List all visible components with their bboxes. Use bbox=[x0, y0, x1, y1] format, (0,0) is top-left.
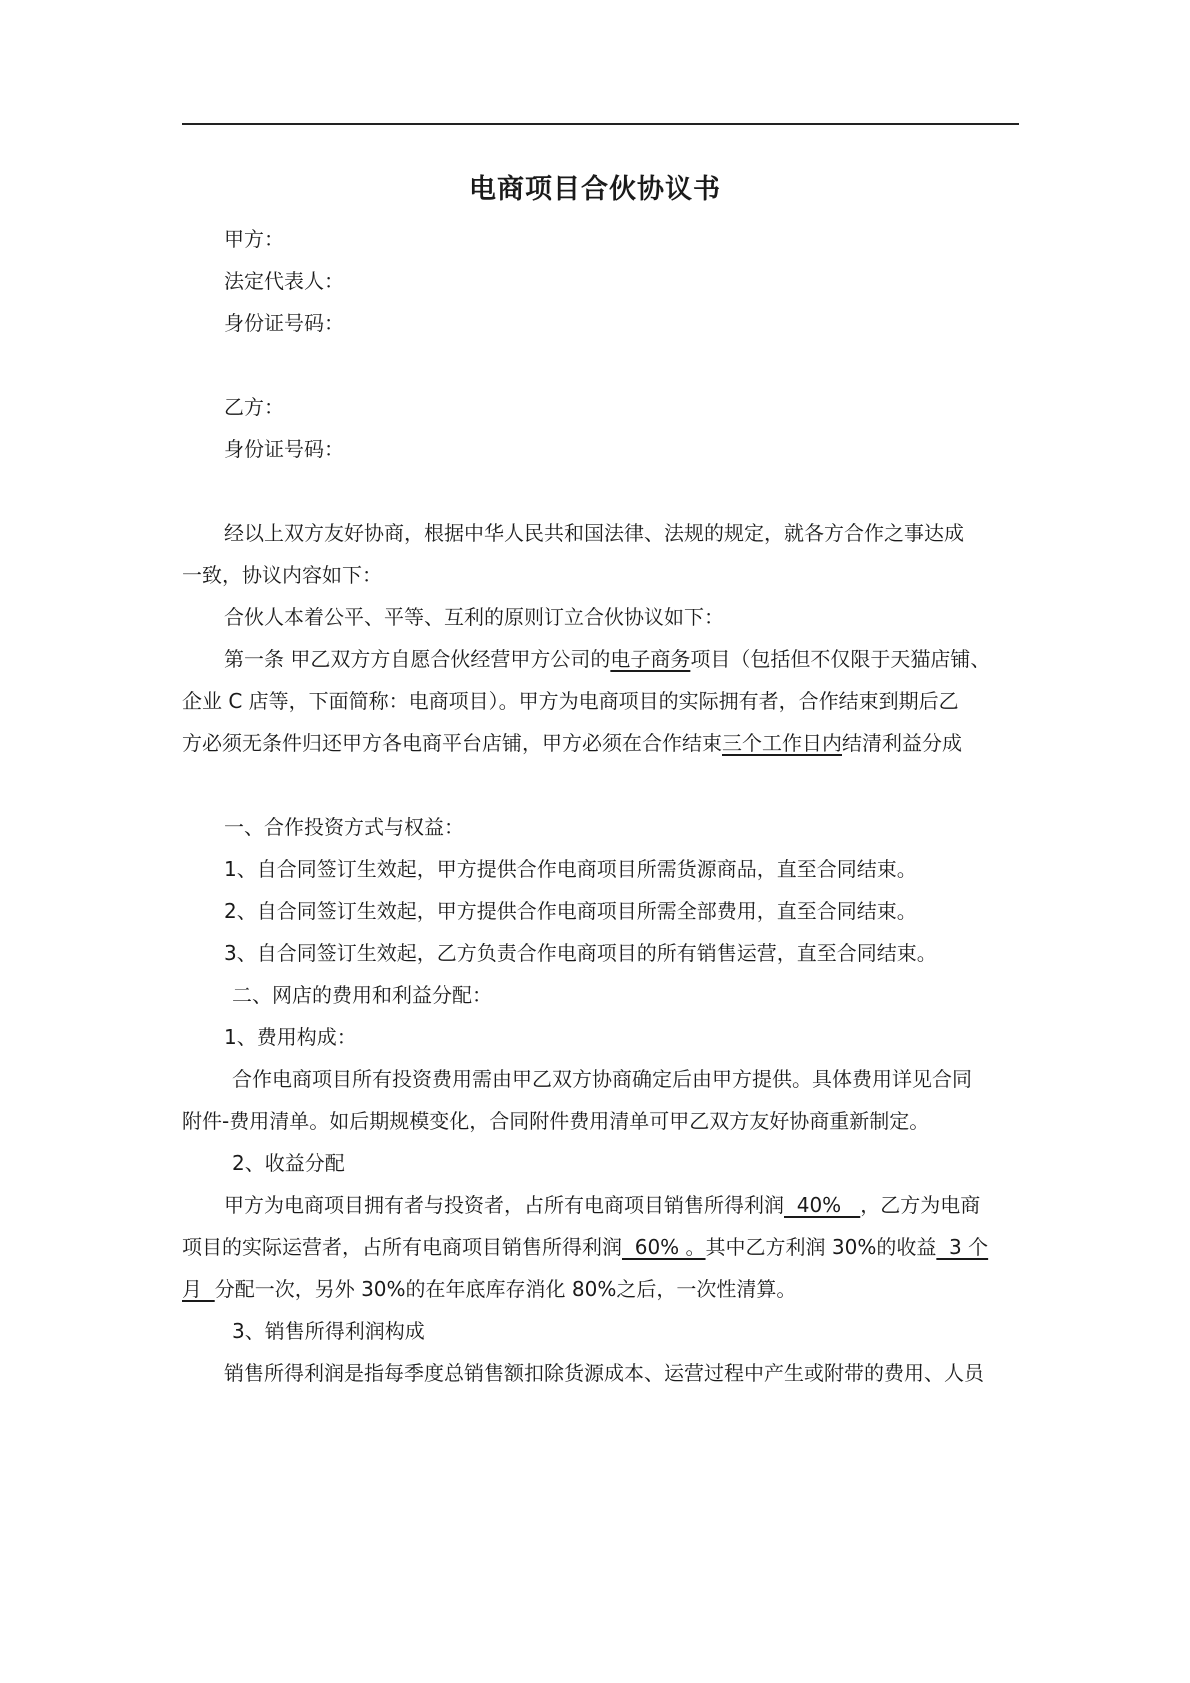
party-a-id-label: 身份证号码： bbox=[224, 311, 344, 335]
article1-underlined-term: 电子商务 bbox=[610, 647, 691, 671]
article1-underlined-term: 三个工作日内 bbox=[722, 731, 842, 755]
cost-line-2: 附件-费用清单。如后期规模变化，合同附件费用清单可甲乙双方友好协商重新制定。 bbox=[182, 1109, 930, 1133]
profit-heading: 2、收益分配 bbox=[232, 1151, 345, 1175]
article1-text: 第一条 甲乙双方方自愿合伙经营甲方公司的 bbox=[224, 647, 611, 671]
profit-line-1 bbox=[224, 1183, 1019, 1227]
article1-line-2: 企业 C 店等，下面简称：电商项目）。甲方为电商项目的实际拥有者，合作结束到期后乙 bbox=[182, 689, 959, 713]
section1-item-1: 1、自合同签订生效起，甲方提供合作电商项目所需货源商品，直至合同结束。 bbox=[224, 857, 917, 881]
profit-line-2 bbox=[182, 1225, 1019, 1269]
article1-text: 项目（包括但不仅限于天猫店铺、 bbox=[690, 647, 991, 671]
article1-text: 结清利益分成 bbox=[842, 731, 962, 755]
payout-period-value: 3 个 bbox=[936, 1235, 989, 1259]
intro-line-1: 经以上双方友好协商，根据中华人民共和国法律、法规的规定，就各方合作之事达成 bbox=[224, 521, 964, 545]
profit-text: 甲方为电商项目拥有者与投资者，占所有电商项目销售所得利润 bbox=[224, 1193, 784, 1217]
party-a-label: 甲方： bbox=[224, 227, 284, 251]
cost-heading: 1、费用构成： bbox=[224, 1025, 357, 1049]
section1-heading: 一、合作投资方式与权益： bbox=[224, 815, 464, 839]
party-a-legal-rep-label: 法定代表人： bbox=[224, 269, 344, 293]
header-rule bbox=[182, 123, 1019, 125]
payout-period-value: 月 bbox=[182, 1277, 215, 1301]
profit-text: 其中乙方利润 30%的收益 bbox=[705, 1235, 937, 1259]
party-b-share-value: 60% 。 bbox=[622, 1235, 706, 1259]
cost-line-1: 合作电商项目所有投资费用需由甲乙双方协商确定后由甲方提供。具体费用详见合同 bbox=[232, 1067, 972, 1091]
profit-line-3 bbox=[182, 1267, 1019, 1311]
article1-text: 方必须无条件归还甲方各电商平台店铺，甲方必须在合作结束 bbox=[182, 731, 722, 755]
party-b-label: 乙方： bbox=[224, 395, 284, 419]
profit-text: 分配一次，另外 30%的在年底库存消化 80%之后，一次性清算。 bbox=[214, 1277, 797, 1301]
article1-line-3 bbox=[182, 721, 1019, 765]
document-title: 电商项目合伙协议书 bbox=[469, 174, 721, 205]
section2-heading: 二、网店的费用和利益分配： bbox=[232, 983, 492, 1007]
intro-line-2: 一致，协议内容如下： bbox=[182, 563, 382, 587]
article1-line-1 bbox=[224, 637, 1019, 681]
profit-text: ，乙方为电商 bbox=[860, 1193, 981, 1217]
section1-item-3: 3、自合同签订生效起，乙方负责合作电商项目的所有销售运营，直至合同结束。 bbox=[224, 941, 937, 965]
principle-line: 合伙人本着公平、平等、互利的原则订立合伙协议如下： bbox=[224, 605, 724, 629]
section1-item-2: 2、自合同签订生效起，甲方提供合作电商项目所需全部费用，直至合同结束。 bbox=[224, 899, 917, 923]
sales-profit-line-1: 销售所得利润是指每季度总销售额扣除货源成本、运营过程中产生或附带的费用、人员 bbox=[224, 1361, 984, 1385]
sales-profit-heading: 3、销售所得利润构成 bbox=[232, 1319, 425, 1343]
party-b-id-label: 身份证号码： bbox=[224, 437, 344, 461]
profit-text: 项目的实际运营者，占所有电商项目销售所得利润 bbox=[182, 1235, 622, 1259]
party-a-share-value: 40% bbox=[784, 1193, 861, 1217]
